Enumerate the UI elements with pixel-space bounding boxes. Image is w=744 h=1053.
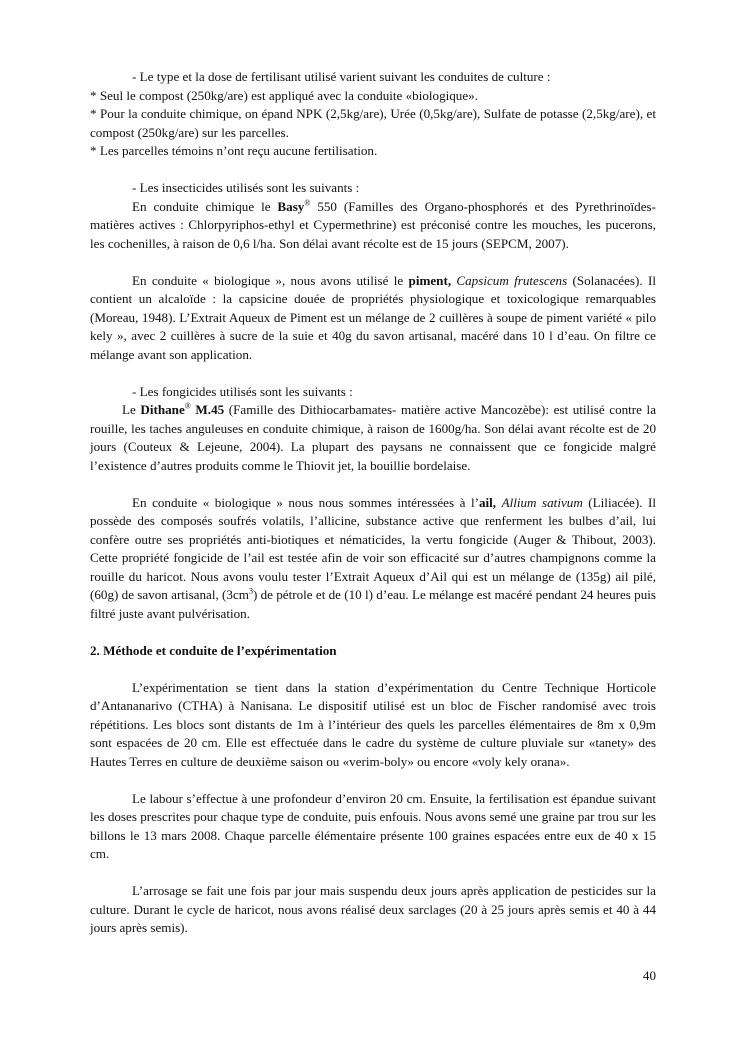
product-name-basy: Basy xyxy=(277,198,305,214)
text-run: ) de pétrole et de (10 l) d’eau. Le mélange est macéré pendant 24 heures puis filtré juste avant pulvérisation. xyxy=(90,587,656,621)
keyword-ail: ail, xyxy=(478,494,497,510)
page-number: 40 xyxy=(642,968,656,983)
watering-paragraph: L’arrosage se fait une fois par jour mais suspendu deux jours après application de pesticides sur la culture. Durant le cycle de haricot, nous avons réalisé deux sarclages (20 à 25 jours après semis et 40 à 44 jours après semis). xyxy=(90,883,656,935)
fertilisation-item-chemical: * Pour la conduite chimique, on épand NPK (2,5kg/are), Urée (0,5kg/are), Sulfate de potasse (2,5kg/are), et compost (250kg/are) sur les parcelles. xyxy=(90,106,656,140)
fongicides-biological-paragraph xyxy=(90,494,656,624)
text-run: 550 (Familles des Organo-phosphorés et des Pyrethrinoïdes- matières actives : Chlorpyriphos-ethyl et Cypermethrine) est préconisé contre les mouches, les pucerons, les cochenilles, à raison de 0,6 l/ha. Son délai avant récolte est de 15 jours (SEPCM, 2007). xyxy=(90,198,656,251)
section-heading: 2. Méthode et conduite de l’expérimentation xyxy=(90,642,337,658)
text-run: Le xyxy=(122,402,141,417)
fertilisation-intro: - Le type et la dose de fertilisant utilisé varient suivant les conduites de culture : xyxy=(132,69,551,84)
fertilisation-item-compost: * Seul le compost (250kg/are) est appliqué avec la conduite «biologique». xyxy=(90,87,478,103)
tillage-paragraph: Le labour s’effectue à une profondeur d’environ 20 cm. Ensuite, la fertilisation est épandue suivant les doses prescrites pour chaque type de conduite, puis enfouis. Nous avons semé une graine par trou sur les billons le 13 mars 2008. Chaque parcelle élémentaire présente 100 graines espacées entre eux de 40 x 15 cm. xyxy=(90,790,656,861)
document-page xyxy=(90,68,656,938)
text-run: En conduite « biologique » nous nous sommes intéressées à l’ xyxy=(132,494,479,510)
superscript-cube: 3 xyxy=(248,586,253,596)
text-run: En conduite « biologique », nous avons utilisé le xyxy=(132,272,409,288)
insecticides-chemical-paragraph xyxy=(90,198,656,254)
insecticides-intro: - Les insecticides utilisés sont les suivants : xyxy=(132,180,360,195)
product-name-dithane: Dithane xyxy=(140,402,185,417)
keyword-piment: piment, xyxy=(408,272,452,288)
species-name-allium: Allium sativum xyxy=(501,494,583,510)
product-name-m45: M.45 xyxy=(190,402,225,417)
experiment-paragraph: L’expérimentation se tient dans la station d’expérimentation du Centre Technique Horticole d’Antananarivo (CTHA) à Nanisana. Le dispositif utilisé est un bloc de Fischer randomisé avec trois répétitions. Les blocs sont distants de 1m à l’intérieur des quels les parcelles élémentaires de 8m x 0,9m sont espacées de 20 cm. Elle est effectuée dans le cadre du système de culture pluviale sur «tanety» des Hautes Terres en culture de deuxième saison ou «verim-boly» ou encore «voly kely orana». xyxy=(90,679,656,769)
registered-mark: ® xyxy=(184,401,191,411)
text-run: (Liliacée). Il possède des composés soufrés volatils, l’allicine, substance active que renferment les bulbes d’ail, lui confère outre ses propriétés anti-biotiques et nématicides, la vertu fongicide (Auger & Thibout, 2003). Cette propriété fongicide de l’ail est testée afin de voir son efficacité sur d’autres champignons comme la rouille du haricot. Nous avons voulu tester l’Extrait Aqueux d’Ail qui est un mélange de (135g) ail pilé, (60g) de savon artisanal, (3cm xyxy=(90,494,656,602)
text-run: (Solanacées). Il contient un alcaloïde : la capsicine douée de propriétés physiologique et toxicologique remarquables (Moreau, 1948). L’Extrait Aqueux de Piment est un mélange de 2 cuillères à soupe de piment variété « pilo kely », avec 2 cuillères à sucre de la suie et 40g du savon artisanal, macéré dans 10 l d’eau. On filtre ce mélange avant son application. xyxy=(90,272,656,362)
species-name-capsicum: Capsicum frutescens xyxy=(456,272,568,288)
fongicides-chemical-paragraph xyxy=(90,401,656,475)
fertilisation-item-control: * Les parcelles témoins n’ont reçu aucune fertilisation. xyxy=(90,143,378,158)
text-run: En conduite chimique le xyxy=(132,198,278,214)
text-run: (Famille des Dithiocarbamates- matière active Mancozèbe): est utilisé contre la rouille, les taches anguleuses en conduite chimique, à raison de 1600g/ha. Son délai avant récolte est de 20 jours (Couteux & Lejeune, 2004). La plupart des paysans ne connaissent que ce fongicide malgré l’existence d’autres produits comme le Thiovit jet, la bouillie bordelaise. xyxy=(90,402,657,473)
fongicides-intro: - Les fongicides utilisés sont les suivants : xyxy=(132,383,353,399)
insecticides-biological-paragraph xyxy=(90,272,656,365)
registered-mark: ® xyxy=(304,198,311,208)
